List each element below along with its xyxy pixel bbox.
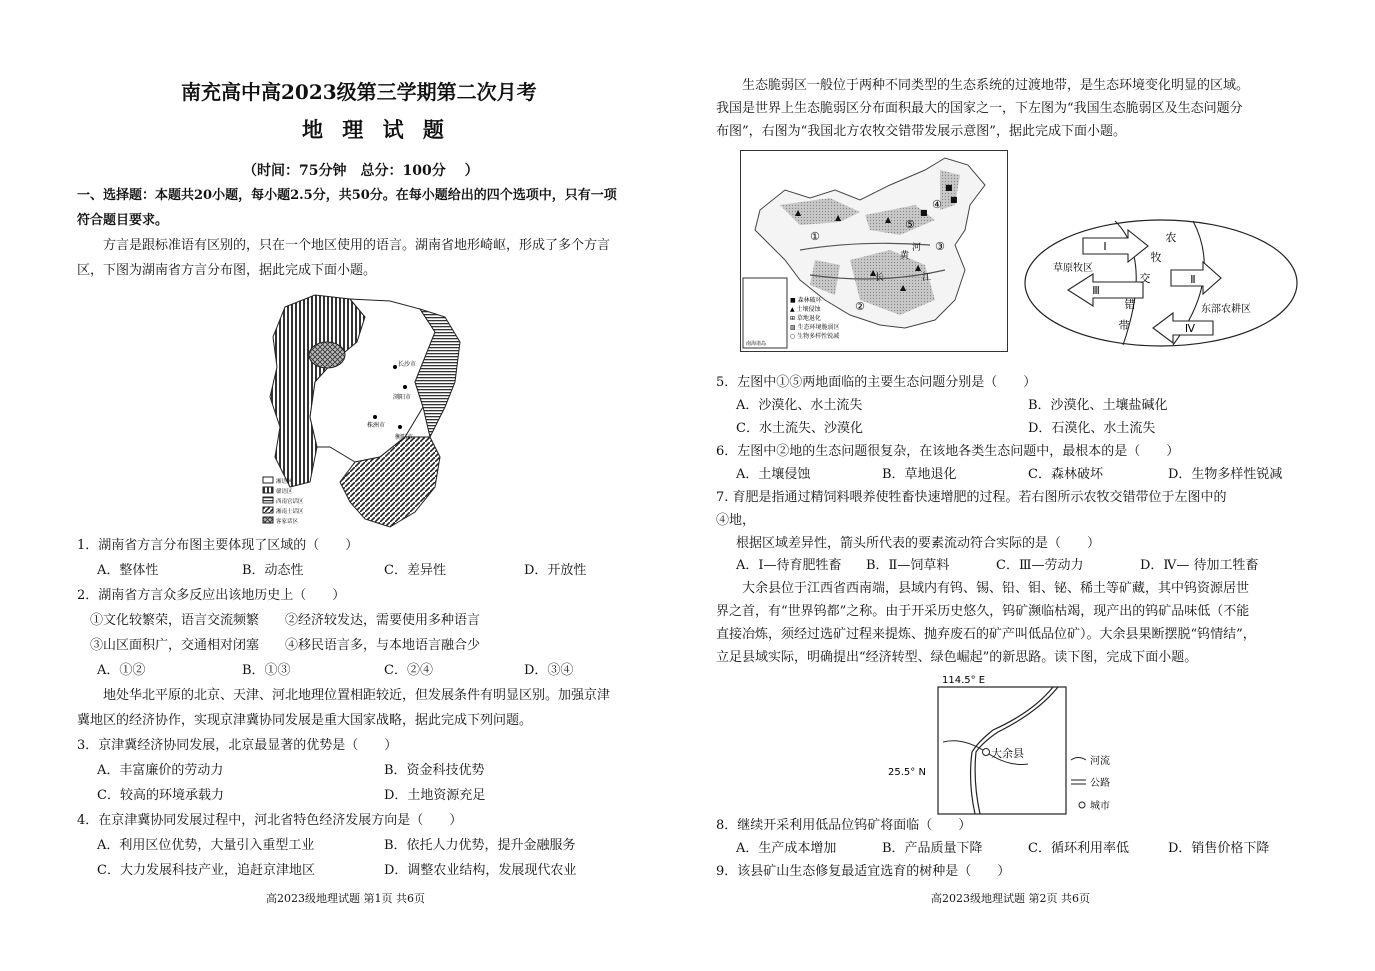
label-dayu: 大余县 xyxy=(991,747,1024,760)
label-2: ② xyxy=(855,300,865,313)
exam-subtitle: 地 理 试 题 xyxy=(302,117,450,142)
intro-eco: 生态脆弱区一般位于两种不同类型的生态系统的过渡地带，是生态环境变化明显的区域。 xyxy=(742,78,1250,93)
q4-opt-c[interactable]: C．大力发展科技产业，追赶京津地区 xyxy=(97,863,315,878)
svg-text:湘南土话区: 湘南土话区 xyxy=(276,509,304,515)
q6-opt-a[interactable]: A．土壤侵蚀 xyxy=(736,467,811,482)
svg-text:▲: ▲ xyxy=(900,283,907,292)
q9-stem: 9．该县矿山生态修复最适宜选育的树种是（ ） xyxy=(716,864,1011,879)
section-heading: 一、选择题：本题共20小题，每小题2.5分，共50分。在每小题给出的四个选项中，只有一项 xyxy=(77,188,617,203)
label-5: ⑤ xyxy=(905,218,915,231)
q6-opt-c[interactable]: C．森林破坏 xyxy=(1028,467,1103,482)
q2-opt-b[interactable]: B．①③ xyxy=(242,663,291,678)
label-nanhai: 南海诸岛 xyxy=(746,341,767,347)
exam-meta: （时间：75分钟 总分：100分 ） xyxy=(243,163,479,179)
q4-stem: 4．在京津冀协同发展过程中，河北省特色经济发展方向是（ ） xyxy=(77,813,463,828)
q8-opt-c[interactable]: C．循环利用率低 xyxy=(1028,841,1129,856)
label-4: ④ xyxy=(932,198,942,211)
svg-text:牧: 牧 xyxy=(1150,251,1162,264)
svg-text:赣语区: 赣语区 xyxy=(276,489,293,495)
q2-stem: 2．湖南省方言众多反应出该地历史上（ ） xyxy=(77,588,346,603)
label-chang: 长 xyxy=(875,273,885,283)
svg-text:■: ■ xyxy=(950,195,958,204)
svg-text:■ 森林破坏: ■ 森林破坏 xyxy=(790,297,822,304)
ecotone-diagram xyxy=(1023,218,1300,348)
svg-text:Ⅳ: Ⅳ xyxy=(1184,322,1196,335)
footer-page-2: 高2023级地理试题 第2页 共6页 xyxy=(931,892,1090,905)
dayu-legend xyxy=(1071,754,1110,812)
q5-opt-d[interactable]: D．石漠化、水土流失 xyxy=(1028,421,1156,436)
svg-text:▲: ▲ xyxy=(835,213,842,222)
q1-opt-b[interactable]: B．动态性 xyxy=(242,563,304,578)
svg-text:▲ 土壤侵蚀: ▲ 土壤侵蚀 xyxy=(790,306,821,313)
q1-opt-d[interactable]: D．开放性 xyxy=(524,563,587,578)
q4-opt-a[interactable]: A．利用区位优势，大量引入重型工业 xyxy=(97,838,315,853)
svg-text:■: ■ xyxy=(920,208,928,217)
city-liuyang: 浏阳市 xyxy=(393,394,412,401)
label-latitude: 25.5° N xyxy=(888,767,926,778)
q2-items-1: ①文化较繁荣，语言交流频繁 ②经济较发达，需要使用多种语言 xyxy=(90,613,481,628)
q8-opt-a[interactable]: A．生产成本增加 xyxy=(736,841,837,856)
svg-text:交: 交 xyxy=(1139,272,1151,285)
q8-opt-b[interactable]: B．产品质量下降 xyxy=(882,841,983,856)
svg-text:▲: ▲ xyxy=(795,208,802,217)
section-heading-cont: 符合题目要求。 xyxy=(77,213,169,228)
label-farmland: 东部农耕区 xyxy=(1201,304,1251,315)
q3-opt-d[interactable]: D．土地资源充足 xyxy=(384,788,486,803)
q1-stem: 1．湖南省方言分布图主要体现了区域的（ ） xyxy=(77,538,359,553)
exam-title: 南充高中高2023级第三学期第二次月考 xyxy=(181,80,537,104)
intro-eco-3: 布图”，右图为“我国北方农牧交错带发展示意图”，据此完成下面小题。 xyxy=(716,124,1126,139)
svg-text:▨ 生态环境脆弱区: ▨ 生态环境脆弱区 xyxy=(790,324,840,331)
q2-opt-c[interactable]: C．②④ xyxy=(384,663,433,678)
svg-text:⊞ 草地退化: ⊞ 草地退化 xyxy=(790,315,821,322)
intro-eco-2: 我国是世界上生态脆弱区分布面积最大的国家之一，下左图为“我国生态脆弱区及生态问题分 xyxy=(716,101,1243,116)
svg-text:湘语区: 湘语区 xyxy=(276,479,293,485)
q5-opt-c[interactable]: C．水土流失、沙漠化 xyxy=(736,421,863,436)
svg-text:公路: 公路 xyxy=(1090,778,1110,789)
q7-opt-a[interactable]: A．Ⅰ—待育肥牲畜 xyxy=(736,558,842,573)
intro-dayu-4: 立足县域实际，明确提出“经济转型、绿色崛起”的新思路。读下图，完成下面小题。 xyxy=(716,650,1198,665)
svg-text:Ⅱ: Ⅱ xyxy=(1190,273,1196,286)
q8-stem: 8．继续开采利用低品位钨矿将面临（ ） xyxy=(716,818,972,833)
q4-opt-d[interactable]: D．调整农业结构，发展现代农业 xyxy=(384,863,577,878)
intro-jingjinji-cont: 冀地区的经济协作，实现京津冀协同发展是重大国家战略，据此完成下列问题。 xyxy=(77,713,533,728)
q2-items-2: ③山区面积广，交通相对闭塞 ④移民语言多，与本地语言融合少 xyxy=(90,638,481,653)
label-jiang: 江 xyxy=(922,273,932,283)
city-hengyang: 衡阳市 xyxy=(395,434,414,441)
label-grassland: 草原牧区 xyxy=(1053,263,1093,274)
svg-text:▲: ▲ xyxy=(870,268,877,277)
q5-stem: 5．左图中①⑤两地面临的主要生态问题分别是（ ） xyxy=(716,375,1037,390)
label-he: 河 xyxy=(912,243,922,253)
svg-text:■: ■ xyxy=(945,183,953,192)
q1-opt-a[interactable]: A．整体性 xyxy=(97,563,159,578)
q6-opt-d[interactable]: D．生物多样性锐减 xyxy=(1168,467,1283,482)
q3-opt-c[interactable]: C．较高的环境承载力 xyxy=(97,788,224,803)
svg-text:带: 带 xyxy=(1118,319,1130,332)
hunan-dialect-map xyxy=(255,287,480,532)
label-longitude: 114.5° E xyxy=(942,675,986,686)
label-huang: 黄 xyxy=(900,251,910,261)
q4-opt-b[interactable]: B．依托人力优势，提升金融服务 xyxy=(384,838,576,853)
intro-dialect: 方言是跟标准语有区别的，只在一个地区使用的语言。湖南省地形崎岖，形成了多个方言 xyxy=(103,238,611,253)
q3-opt-a[interactable]: A．丰富廉价的劳动力 xyxy=(97,763,224,778)
q6-opt-b[interactable]: B．草地退化 xyxy=(882,467,957,482)
q2-opt-d[interactable]: D．③④ xyxy=(524,663,574,678)
svg-text:Ⅲ: Ⅲ xyxy=(1092,284,1100,297)
svg-text:客家话区: 客家话区 xyxy=(276,519,299,525)
q7-stem-2: ④地， xyxy=(716,513,756,528)
svg-text:○ 生物多样性锐减: ○ 生物多样性锐减 xyxy=(790,333,840,340)
intro-dayu: 大余县位于江西省西南端，县域内有钨、锡、铅、钼、铋、稀土等矿藏，其中钨资源居世 xyxy=(742,581,1250,596)
label-1: ① xyxy=(810,230,820,243)
intro-dialect-cont: 区，下图为湖南省方言分布图，据此完成下面小题。 xyxy=(77,263,377,278)
svg-text:Ⅰ: Ⅰ xyxy=(1103,240,1107,253)
svg-text:西南官话区: 西南官话区 xyxy=(276,499,304,505)
q7-opt-c[interactable]: C．Ⅲ—劳动力 xyxy=(996,558,1084,573)
q7-stem-3: 根据区域差异性，箭头所代表的要素流动符合实际的是（ ） xyxy=(736,536,1101,551)
intro-jingjinji: 地处华北平原的北京、天津、河北地理位置相距较近，但发展条件有明显区别。加强京津 xyxy=(103,688,611,703)
q7-opt-b[interactable]: B．Ⅱ—饲草料 xyxy=(866,558,950,573)
city-changsha: 长沙市 xyxy=(398,361,417,368)
q8-opt-d[interactable]: D．销售价格下降 xyxy=(1168,841,1270,856)
q5-opt-a[interactable]: A．沙漠化、水土流失 xyxy=(736,398,863,413)
q6-stem: 6．左图中②地的生态问题很复杂，在该地各类生态问题中，最根本的是（ ） xyxy=(716,444,1180,459)
svg-text:城市: 城市 xyxy=(1090,801,1110,812)
q5-opt-b[interactable]: B．沙漠化、土壤盐碱化 xyxy=(1028,398,1168,413)
svg-text:农: 农 xyxy=(1165,231,1177,244)
q7-opt-d[interactable]: D．Ⅳ— 待加工牲畜 xyxy=(1140,558,1259,573)
q3-opt-b[interactable]: B．资金科技优势 xyxy=(384,763,485,778)
q3-stem: 3．京津冀经济协同发展，北京最显著的优势是（ ） xyxy=(77,738,398,753)
intro-dayu-2: 界之首，有“世界钨都”之称。由于开采历史悠久，钨矿濒临枯竭，现产出的钨矿品味低（不能 xyxy=(716,604,1250,619)
label-3: ③ xyxy=(935,240,945,253)
q1-opt-c[interactable]: C．差异性 xyxy=(384,563,446,578)
dayu-map xyxy=(888,672,1133,817)
footer-page-1: 高2023级地理试题 第1页 共6页 xyxy=(266,892,425,905)
china-eco-map xyxy=(740,150,1008,352)
q2-opt-a[interactable]: A．①② xyxy=(97,663,146,678)
svg-text:▲: ▲ xyxy=(915,263,922,272)
svg-text:▲: ▲ xyxy=(885,215,892,224)
svg-text:河流: 河流 xyxy=(1090,756,1110,767)
svg-text:错: 错 xyxy=(1124,298,1136,311)
city-zhuzhou: 株洲市 xyxy=(367,422,386,429)
intro-dayu-3: 直接冶炼，须经过选矿过程来提炼、抛弃废石的矿产叫低品位矿）。大余县果断摆脱“钨情结”， xyxy=(716,627,1256,642)
region-hakka xyxy=(309,342,345,368)
q7-stem: 7. 育肥是指通过精饲料喂养使牲畜快速增肥的过程。若右图所示农牧交错带位于左图中的 xyxy=(716,490,1227,505)
